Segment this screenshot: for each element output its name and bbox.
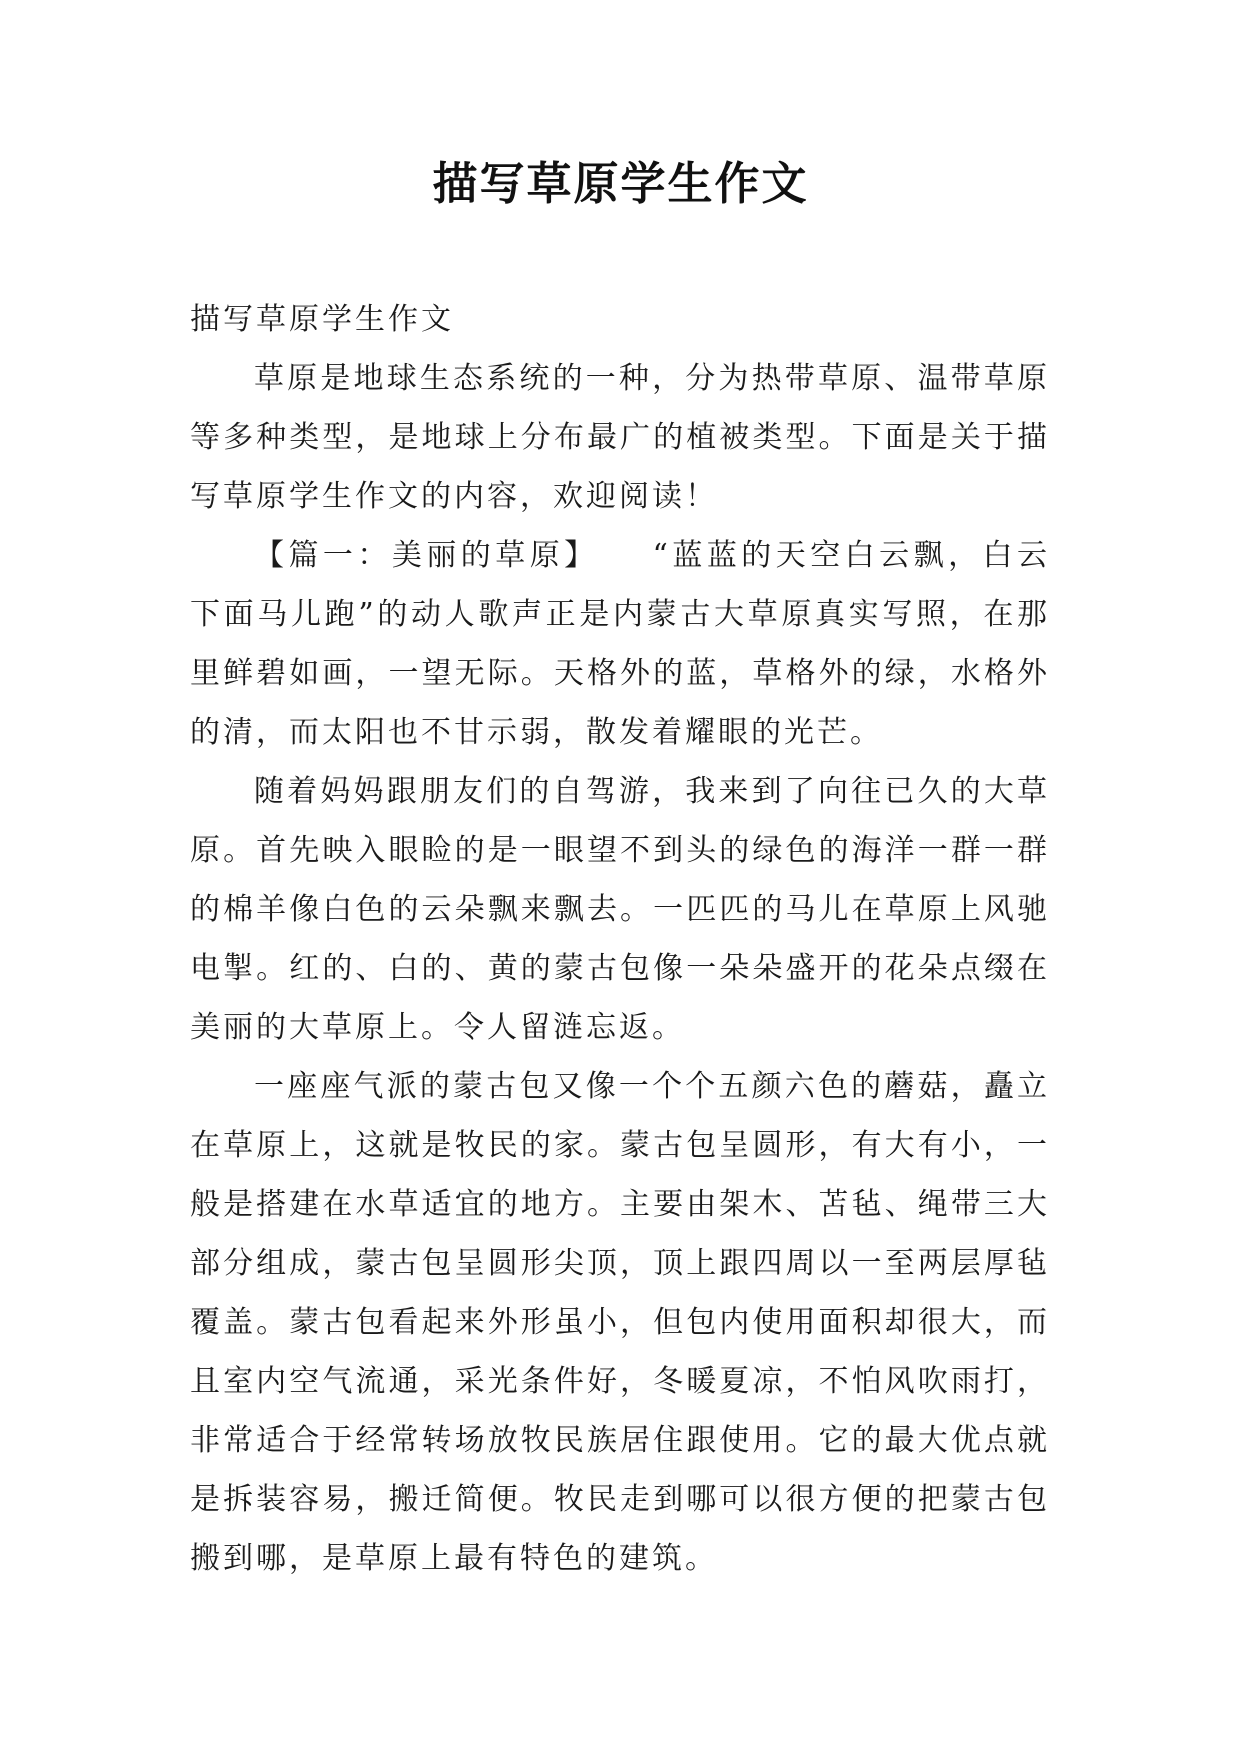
paragraph-line: 里鲜碧如画，一望无际。天格外的蓝，草格外的绿，水格外 bbox=[190, 656, 1050, 691]
paragraph-section-one-opening bbox=[190, 526, 1050, 762]
paragraph-line: 电掣。红的、白的、黄的蒙古包像一朵朵盛开的花朵点缀在 bbox=[190, 951, 1050, 986]
paragraph-line: 在草原上，这就是牧民的家。蒙古包呈圆形，有大有小，一 bbox=[190, 1128, 1050, 1163]
paragraph-line: 下面马儿跑”的动人歌声正是内蒙古大草原真实写照，在那 bbox=[190, 597, 1050, 632]
paragraph-line: 草原是地球生态系统的一种，分为热带草原、温带草原 bbox=[254, 361, 1050, 396]
document-body bbox=[190, 290, 1050, 1588]
paragraph-yurts bbox=[190, 1057, 1050, 1588]
paragraph-line: 【篇一：美丽的草原】 “蓝蓝的天空白云飘，白云 bbox=[254, 538, 1050, 573]
paragraph-line: 随着妈妈跟朋友们的自驾游，我来到了向往已久的大草 bbox=[254, 774, 1050, 809]
paragraph-line: 般是搭建在水草适宜的地方。主要由架木、苫毡、绳带三大 bbox=[190, 1187, 1050, 1222]
paragraph-line: 覆盖。蒙古包看起来外形虽小，但包内使用面积却很大，而 bbox=[190, 1305, 1050, 1340]
paragraph-line: 写草原学生作文的内容，欢迎阅读！ bbox=[190, 479, 718, 514]
paragraph-line: 且室内空气流通，采光条件好，冬暖夏凉，不怕风吹雨打， bbox=[190, 1364, 1050, 1399]
paragraph-line: 部分组成，蒙古包呈圆形尖顶，顶上跟四周以一至两层厚毡 bbox=[190, 1246, 1050, 1281]
paragraph-line: 美丽的大草原上。令人留涟忘返。 bbox=[190, 1010, 685, 1045]
paragraph-intro bbox=[190, 349, 1050, 526]
paragraph-line: 的清，而太阳也不甘示弱，散发着耀眼的光芒。 bbox=[190, 715, 883, 750]
paragraph-line: 搬到哪，是草原上最有特色的建筑。 bbox=[190, 1541, 718, 1576]
paragraph-line: 等多种类型，是地球上分布最广的植被类型。下面是关于描 bbox=[190, 420, 1050, 455]
document-subtitle: 描写草原学生作文 bbox=[190, 302, 454, 337]
paragraph-line: 非常适合于经常转场放牧民族居住跟使用。它的最大优点就 bbox=[190, 1423, 1050, 1458]
paragraph-road-trip bbox=[190, 762, 1050, 1057]
paragraph-line: 原。首先映入眼睑的是一眼望不到头的绿色的海洋一群一群 bbox=[190, 833, 1050, 868]
paragraph-line: 一座座气派的蒙古包又像一个个五颜六色的蘑菇，矗立 bbox=[254, 1069, 1050, 1104]
paragraph-line: 是拆装容易，搬迁简便。牧民走到哪可以很方便的把蒙古包 bbox=[190, 1482, 1050, 1517]
paragraph-line: 的棉羊像白色的云朵飘来飘去。一匹匹的马儿在草原上风驰 bbox=[190, 892, 1050, 927]
document-title: 描写草原学生作文 bbox=[432, 157, 809, 210]
